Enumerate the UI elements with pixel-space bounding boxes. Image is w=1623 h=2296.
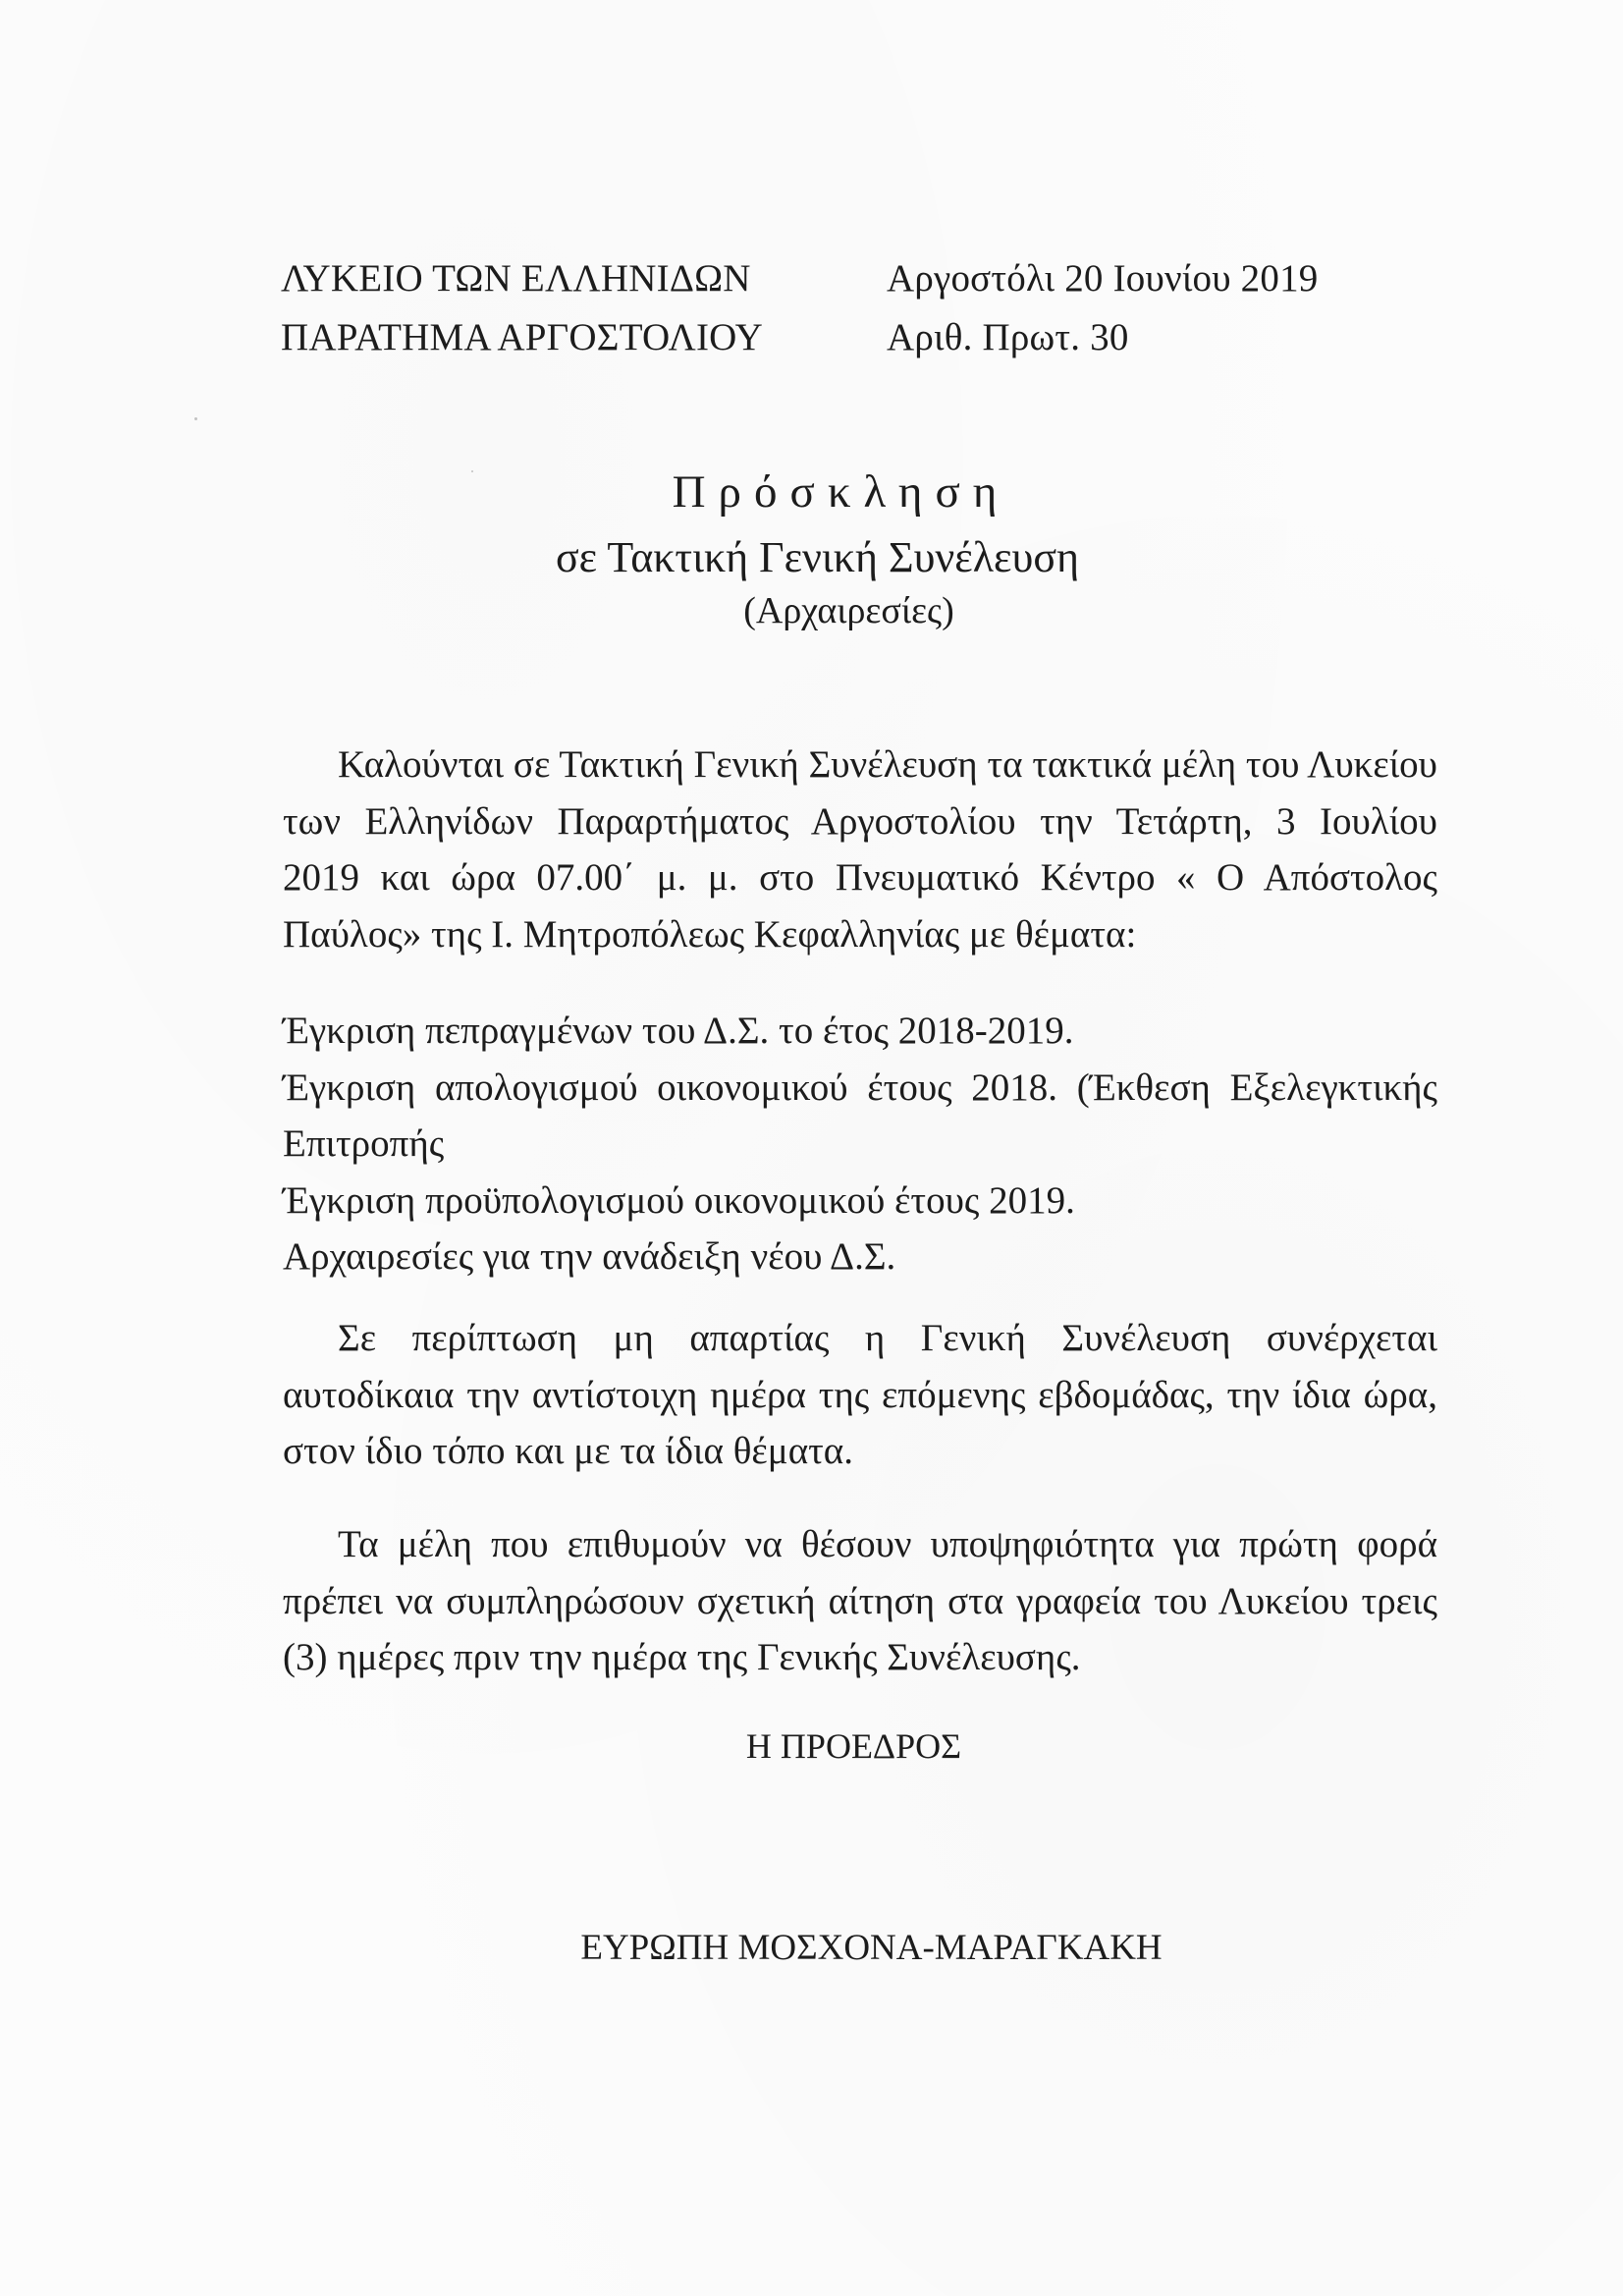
- agenda-item: Έγκριση πεπραγμένων του Δ.Σ. το έτος 2018-2019.: [283, 1010, 1074, 1052]
- organization-branch: ΠΑΡΑΤΗΜΑ ΑΡΓΟΣΤΟΛΙΟΥ: [281, 316, 763, 358]
- candidacy-paragraph: [283, 1516, 1437, 1686]
- scan-speck: [194, 417, 197, 420]
- quorum-line: Σε περίπτωση μη απαρτίας η Γενική Συνέλευση συνέρχεται: [338, 1317, 1437, 1359]
- invitation-line: 2019 και ώρα 07.00΄ μ. μ. στο Πνευματικό Κέντρο « Ο Απόστολος: [283, 856, 1437, 899]
- protocol-number: Αριθ. Πρωτ. 30: [887, 316, 1129, 358]
- signatory-role: Η ΠΡΟΕΔΡΟΣ: [745, 1726, 962, 1766]
- agenda-item: Αρχαιρεσίες για την ανάδειξη νέου Δ.Σ.: [283, 1235, 896, 1278]
- agenda-list: [283, 1003, 1437, 1285]
- candidacy-line: Τα μέλη που επιθυμούν να θέσουν υποψηφιότητα για πρώτη φορά: [338, 1523, 1437, 1565]
- document-date: Αργοστόλι 20 Ιουνίου 2019: [887, 257, 1319, 300]
- invitation-paragraph: [283, 737, 1437, 962]
- candidacy-line: (3) ημέρες πριν την ημέρα της Γενικής Συνέλευσης.: [283, 1636, 1081, 1678]
- organization-name: ΛΥΚΕΙΟ ΤΩΝ ΕΛΛΗΝΙΔΩΝ: [281, 257, 751, 300]
- quorum-line: στον ίδιο τόπο και με τα ίδια θέματα.: [283, 1430, 853, 1472]
- invitation-line: Καλούνται σε Τακτική Γενική Συνέλευση τα τακτικά μέλη του Λυκείου: [338, 743, 1437, 786]
- signatory-name: ΕΥΡΩΠΗ ΜΟΣΧΟΝΑ-ΜΑΡΑΓΚΑΚΗ: [580, 1928, 1163, 1968]
- invitation-line: Παύλος» της Ι. Μητροπόλεως Κεφαλληνίας με θέματα:: [283, 912, 1137, 956]
- quorum-paragraph: [283, 1310, 1437, 1480]
- invitation-line: των Ελληνίδων Παραρτήματος Αργοστολίου την Τετάρτη, 3 Ιουλίου: [283, 799, 1437, 843]
- agenda-item: Έγκριση απολογισμού οικονομικού έτους 2018. (Έκθεση Εξελεγκτικής: [283, 1066, 1437, 1109]
- document-subtitle-note: (Αρχαιρεσίες): [743, 590, 954, 631]
- candidacy-line: πρέπει να συμπληρώσουν σχετική αίτηση στα γραφεία του Λυκείου τρεις: [283, 1579, 1437, 1622]
- date-protocol-block: [887, 249, 1318, 367]
- quorum-line: αυτοδίκαια την αντίστοιχη ημέρα της επόμενης εβδομάδας, την ίδια ώρα,: [283, 1373, 1437, 1416]
- document-subtitle: σε Τακτική Γενική Συνέλευση: [555, 533, 1080, 581]
- organization-block: [281, 249, 763, 367]
- document-title: Πρόσκληση: [672, 466, 1010, 518]
- agenda-item: Έγκριση προϋπολογισμού οικονομικού έτους 2019.: [283, 1178, 1075, 1222]
- agenda-item-continuation: Επιτροπής: [283, 1122, 445, 1165]
